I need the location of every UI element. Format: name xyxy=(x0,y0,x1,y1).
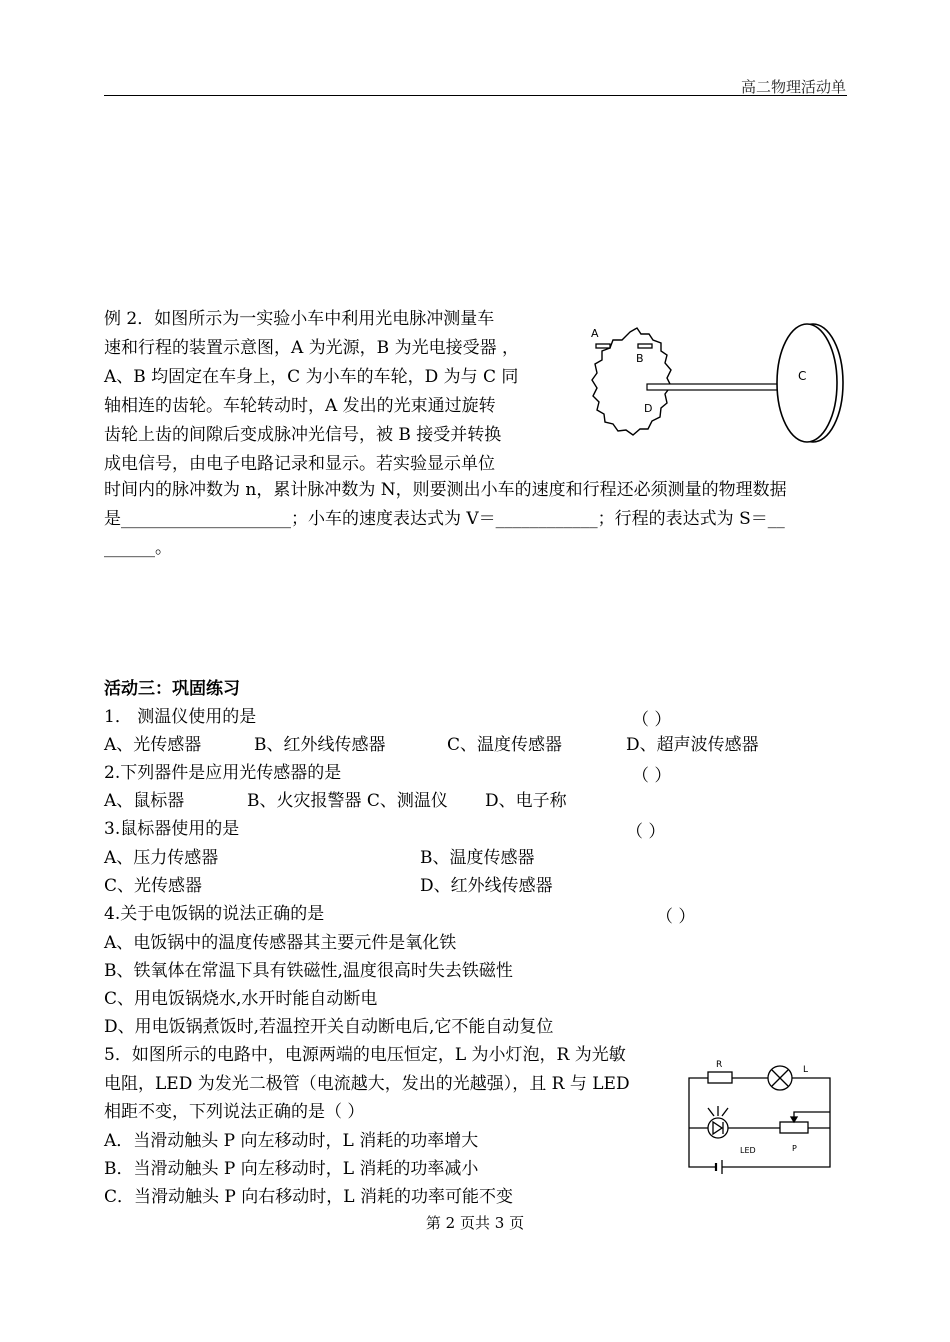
option: B、温度传感器 xyxy=(420,848,535,868)
option: A、鼠标器 xyxy=(104,791,185,811)
label-d: D xyxy=(644,402,653,415)
label-b: B xyxy=(636,352,644,365)
label-p: P xyxy=(792,1144,797,1153)
example-2-line: 例 2．如图所示为一实验小车中利用光电脉冲测量车 xyxy=(104,309,495,329)
option: C．当滑动触头 P 向右移动时，L 消耗的功率可能不变 xyxy=(104,1187,513,1207)
example-2-line: 时间内的脉冲数为 n，累计脉冲数为 N，则要测出小车的速度和行程还必须测量的物理数据 xyxy=(104,480,787,500)
question-3-stem: 3.鼠标器使用的是 xyxy=(104,819,240,839)
led-ray xyxy=(708,1108,714,1116)
rheostat-p xyxy=(780,1122,808,1133)
gear-wheel-figure xyxy=(585,318,855,448)
label-a: A xyxy=(591,327,599,340)
example-2-line: ______。 xyxy=(104,538,172,558)
activity-3-heading: 活动三：巩固练习 xyxy=(104,679,240,699)
example-2-line: 成电信号，由电子电路记录和显示。若实验显示单位 xyxy=(104,454,495,474)
option: D、电子称 xyxy=(485,791,567,811)
wheel-c xyxy=(777,324,837,442)
label-led: LED xyxy=(740,1146,756,1155)
option: C、光传感器 xyxy=(104,876,203,896)
option: B．当滑动触头 P 向左移动时，L 消耗的功率减小 xyxy=(104,1159,479,1179)
option: A、光传感器 xyxy=(104,735,202,755)
option: A、电饭锅中的温度传感器其主要元件是氧化铁 xyxy=(104,933,457,953)
slider-p xyxy=(794,1112,830,1120)
question-5-line: 电阻，LED 为发光二极管（电流越大，发出的光越强），且 R 与 LED xyxy=(104,1074,630,1094)
question-4-answer-blank: （ ） xyxy=(656,907,696,927)
led-ray xyxy=(722,1108,728,1116)
example-2-line: A、B 均固定在车身上，C 为小车的车轮，D 为与 C 同 xyxy=(104,367,519,387)
receiver-b xyxy=(638,344,652,348)
question-1-stem: 1． 测温仪使用的是 xyxy=(104,707,257,727)
resistor-r xyxy=(708,1072,732,1083)
question-5-line: 5．如图所示的电路中，电源两端的电压恒定，L 为小灯泡，R 为光敏 xyxy=(104,1045,626,1065)
example-2-line: 轴相连的齿轮。车轮转动时，A 发出的光束通过旋转 xyxy=(104,396,496,416)
option: D、用电饭锅煮饭时,若温控开关自动断电后,它不能自动复位 xyxy=(104,1017,554,1037)
header-rule xyxy=(104,95,847,96)
light-source-a xyxy=(596,344,610,348)
label-l: L xyxy=(803,1065,809,1075)
option: C、温度传感器 xyxy=(447,735,563,755)
slider-arrow xyxy=(791,1117,797,1122)
option: A、压力传感器 xyxy=(104,848,219,868)
question-5-line: 相距不变，下列说法正确的是（ ） xyxy=(104,1102,365,1122)
question-3-answer-blank: （ ） xyxy=(626,822,666,842)
example-2-line: 齿轮上齿的间隙后变成脉冲光信号，被 B 接受并转换 xyxy=(104,425,502,445)
page-number: 第 2 页共 3 页 xyxy=(425,1214,525,1232)
led-diode xyxy=(713,1122,722,1134)
question-4-stem: 4.关于电饭锅的说法正确的是 xyxy=(104,904,325,924)
wire xyxy=(722,1078,830,1167)
wire xyxy=(689,1078,708,1088)
label-c: C xyxy=(798,369,807,383)
option: A．当滑动触头 P 向左移动时，L 消耗的功率增大 xyxy=(104,1131,479,1151)
label-r: R xyxy=(716,1060,723,1070)
question-1-answer-blank: （ ） xyxy=(632,710,672,730)
option: B、红外线传感器 xyxy=(254,735,386,755)
question-2-stem: 2.下列器件是应用光传感器的是 xyxy=(104,763,342,783)
option: B、火灾报警器 C、测温仪 xyxy=(247,791,448,811)
option: D、红外线传感器 xyxy=(420,876,553,896)
option: D、超声波传感器 xyxy=(626,735,759,755)
option: B、铁氧体在常温下具有铁磁性,温度很高时失去铁磁性 xyxy=(104,961,513,981)
question-2-answer-blank: （ ） xyxy=(632,766,672,786)
example-2-line: 速和行程的装置示意图，A 为光源，B 为光电接受器 ， xyxy=(104,338,519,358)
circuit-diagram xyxy=(680,1050,840,1180)
header-title: 高二物理活动单 xyxy=(740,78,846,96)
axle xyxy=(647,384,783,390)
led xyxy=(708,1118,728,1138)
example-2-line: 是____________________；小车的速度表达式为 V＝____________；行程的表达式为 S＝__ xyxy=(104,509,785,529)
option: C、用电饭锅烧水,水开时能自动断电 xyxy=(104,989,378,1009)
